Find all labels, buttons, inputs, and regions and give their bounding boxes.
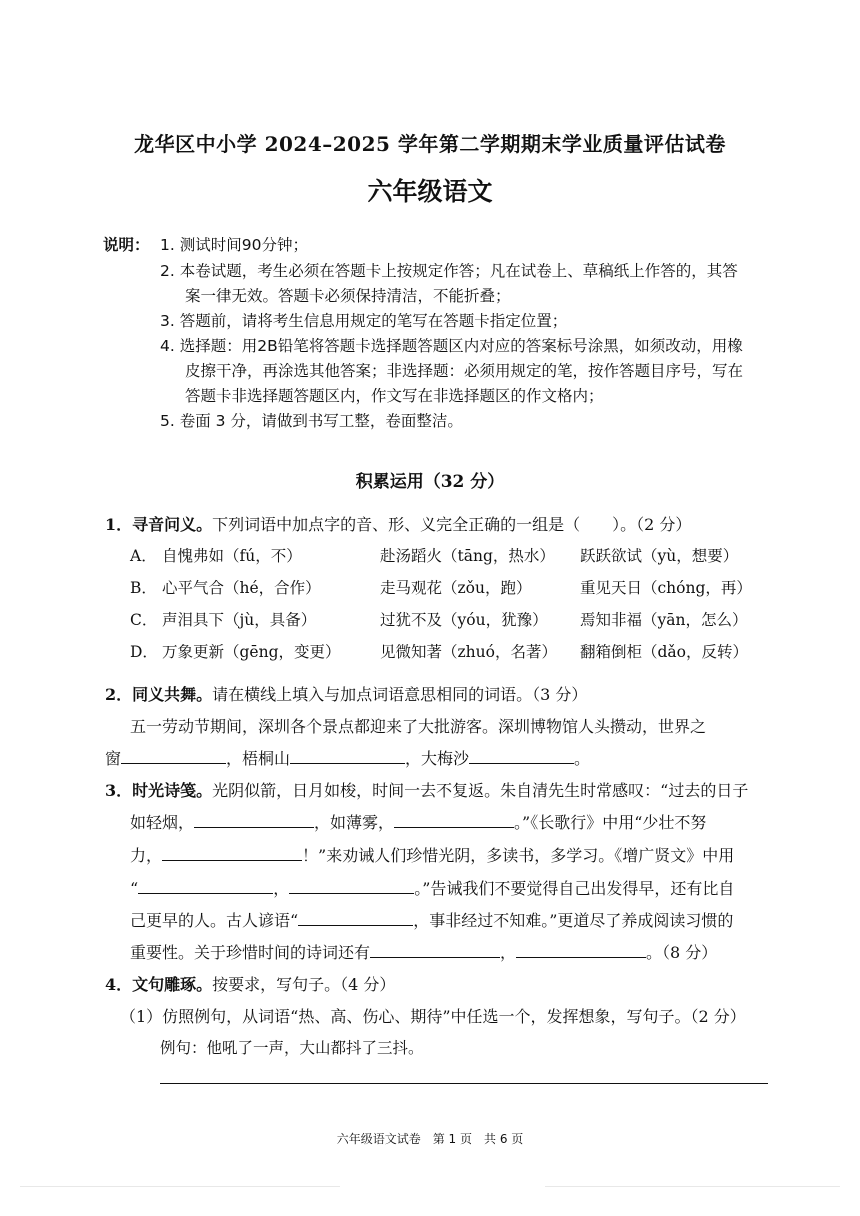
- q3-text: “: [130, 879, 139, 898]
- exam-subtitle: 六年级语文: [367, 177, 493, 206]
- q3-text: 己更早的人。古人谚语“: [130, 911, 299, 930]
- question-1-text: 下列词语中加点字的音、形、义完全正确的一组是（ ）。（2 分）: [212, 515, 692, 534]
- option-word: 走马观花（zǒu，跑）: [380, 579, 532, 597]
- q3-text: 。”《长歌行》中用“少壮不努: [514, 813, 707, 832]
- q3-text: ！”来劝诫人们珍惜光阴，多读书，多学习。《增广贤文》中用: [302, 846, 735, 865]
- answer-blank[interactable]: [162, 844, 302, 861]
- divider: [20, 1186, 340, 1187]
- note-item: 2. 本卷试题，考生必须在答题卡上按规定作答；凡在试卷上、草稿纸上作答的，其答: [160, 262, 738, 280]
- option-label: A．: [130, 547, 157, 565]
- q3-text: ，: [500, 943, 517, 962]
- question-2-blanks: [105, 746, 590, 769]
- note-item: 1. 测试时间90分钟；: [160, 236, 308, 254]
- note-item: 案一律无效。答题卡必须保持清洁，不能折叠；: [185, 287, 511, 305]
- note-item: 5. 卷面 3 分，请做到书写工整，卷面整洁。: [160, 412, 463, 430]
- answer-blank[interactable]: [394, 811, 514, 828]
- question-3-line: [130, 908, 733, 931]
- note-item: 4. 选择题：用2B铅笔将答题卡选择题答题区内对应的答案标号涂黑，如须改动，用橡: [160, 337, 743, 355]
- question-3-line: [130, 843, 734, 866]
- answer-line[interactable]: [160, 1083, 768, 1084]
- answer-blank[interactable]: [298, 909, 413, 926]
- answer-blank[interactable]: [469, 747, 574, 764]
- option-word: 翻箱倒柜（dǎo，反转）: [580, 643, 748, 661]
- option-word: 声泪具下（jù，具备）: [162, 611, 317, 629]
- answer-blank[interactable]: [138, 877, 273, 894]
- divider: [545, 1186, 840, 1187]
- answer-blank[interactable]: [516, 941, 646, 958]
- example-sentence: 例句：他吼了一声，大山都抖了三抖。: [160, 1039, 424, 1057]
- question-3-head: 3．时光诗笺。: [105, 781, 213, 800]
- question-3-line: [130, 810, 706, 833]
- answer-blank[interactable]: [121, 747, 226, 764]
- question-4-sub: （1）仿照例句，从词语“热、高、伤心、期待”中任选一个，发挥想象，写句子。（2 分）: [120, 1007, 746, 1026]
- question-2: [105, 682, 587, 705]
- question-3-line: [130, 876, 734, 899]
- q3-text: ，: [273, 879, 290, 898]
- option-word: 重见天日（chóng，再）: [580, 579, 752, 597]
- q3-text: 。（8 分）: [646, 943, 718, 962]
- exam-title: 龙华区中小学 2024–2025 学年第二学期期末学业质量评估试卷: [134, 132, 726, 156]
- option-word: 过犹不及（yóu，犹豫）: [380, 611, 548, 629]
- q3-text: 重要性。关于珍惜时间的诗词还有: [130, 943, 371, 962]
- option-label: C．: [130, 611, 158, 629]
- question-4: [105, 972, 395, 995]
- option-word: 自愧弗如（fú，不）: [162, 547, 302, 565]
- note-item: 3. 答题前，请将考生信息用规定的笔写在答题卡指定位置；: [160, 312, 568, 330]
- answer-blank[interactable]: [290, 747, 405, 764]
- answer-blank[interactable]: [289, 877, 414, 894]
- q3-text: ，事非经过不知难。”更道尽了养成阅读习惯的: [413, 911, 734, 930]
- option-word: 心平气合（hé，合作）: [162, 579, 321, 597]
- q2-text: 窗: [105, 749, 122, 768]
- option-word: 焉知非福（yān，怎么）: [580, 611, 748, 629]
- q3-text: ，如薄雾，: [314, 813, 395, 832]
- option-word: 见微知著（zhuó，名著）: [380, 643, 557, 661]
- question-2-head: 2．同义共舞。: [105, 685, 213, 704]
- page-footer: 六年级语文试卷 第 1 页 共 6 页: [336, 1132, 524, 1146]
- q2-text: ，大梅沙: [405, 749, 470, 768]
- option-word: 万象更新（gēng，变更）: [162, 643, 341, 661]
- section-heading: 积累运用（32 分）: [355, 472, 505, 492]
- question-2-line: 五一劳动节期间，深圳各个景点都迎来了大批游客。深圳博物馆人头攒动，世界之: [130, 717, 707, 736]
- notes-label: 说明：: [103, 236, 150, 254]
- note-item: 皮擦干净，再涂选其他答案；非选择题：必须用规定的笔，按作答题目序号，写在: [185, 362, 744, 380]
- question-4-text: 按要求，写句子。（4 分）: [212, 975, 396, 994]
- q3-text: 力，: [130, 846, 163, 865]
- answer-blank[interactable]: [194, 811, 314, 828]
- note-item: 答题卡非选择题答题区内，作文写在非选择题区的作文格内；: [185, 387, 604, 405]
- q2-text: 。: [574, 749, 591, 768]
- question-1: [105, 512, 691, 535]
- q3-text: 如轻烟，: [130, 813, 195, 832]
- question-3-text: 光阴似箭，日月如梭，时间一去不复返。朱自清先生时常感叹：“过去的日子: [212, 781, 749, 800]
- option-label: D．: [130, 643, 158, 661]
- answer-blank[interactable]: [370, 941, 500, 958]
- q2-text: ，梧桐山: [226, 749, 291, 768]
- option-label: B．: [130, 579, 157, 597]
- question-4-head: 4．文句雕琢。: [105, 975, 213, 994]
- q3-text: 。”告诫我们不要觉得自己出发得早，还有比自: [414, 879, 735, 898]
- question-2-text: 请在横线上填入与加点词语意思相同的词语。（3 分）: [212, 685, 588, 704]
- option-word: 赴汤蹈火（tāng，热水）: [380, 547, 555, 565]
- question-1-head: 1．寻音问义。: [105, 515, 213, 534]
- question-3-line: [130, 940, 717, 963]
- question-3: [105, 778, 748, 801]
- option-word: 跃跃欲试（yù，想要）: [580, 547, 739, 565]
